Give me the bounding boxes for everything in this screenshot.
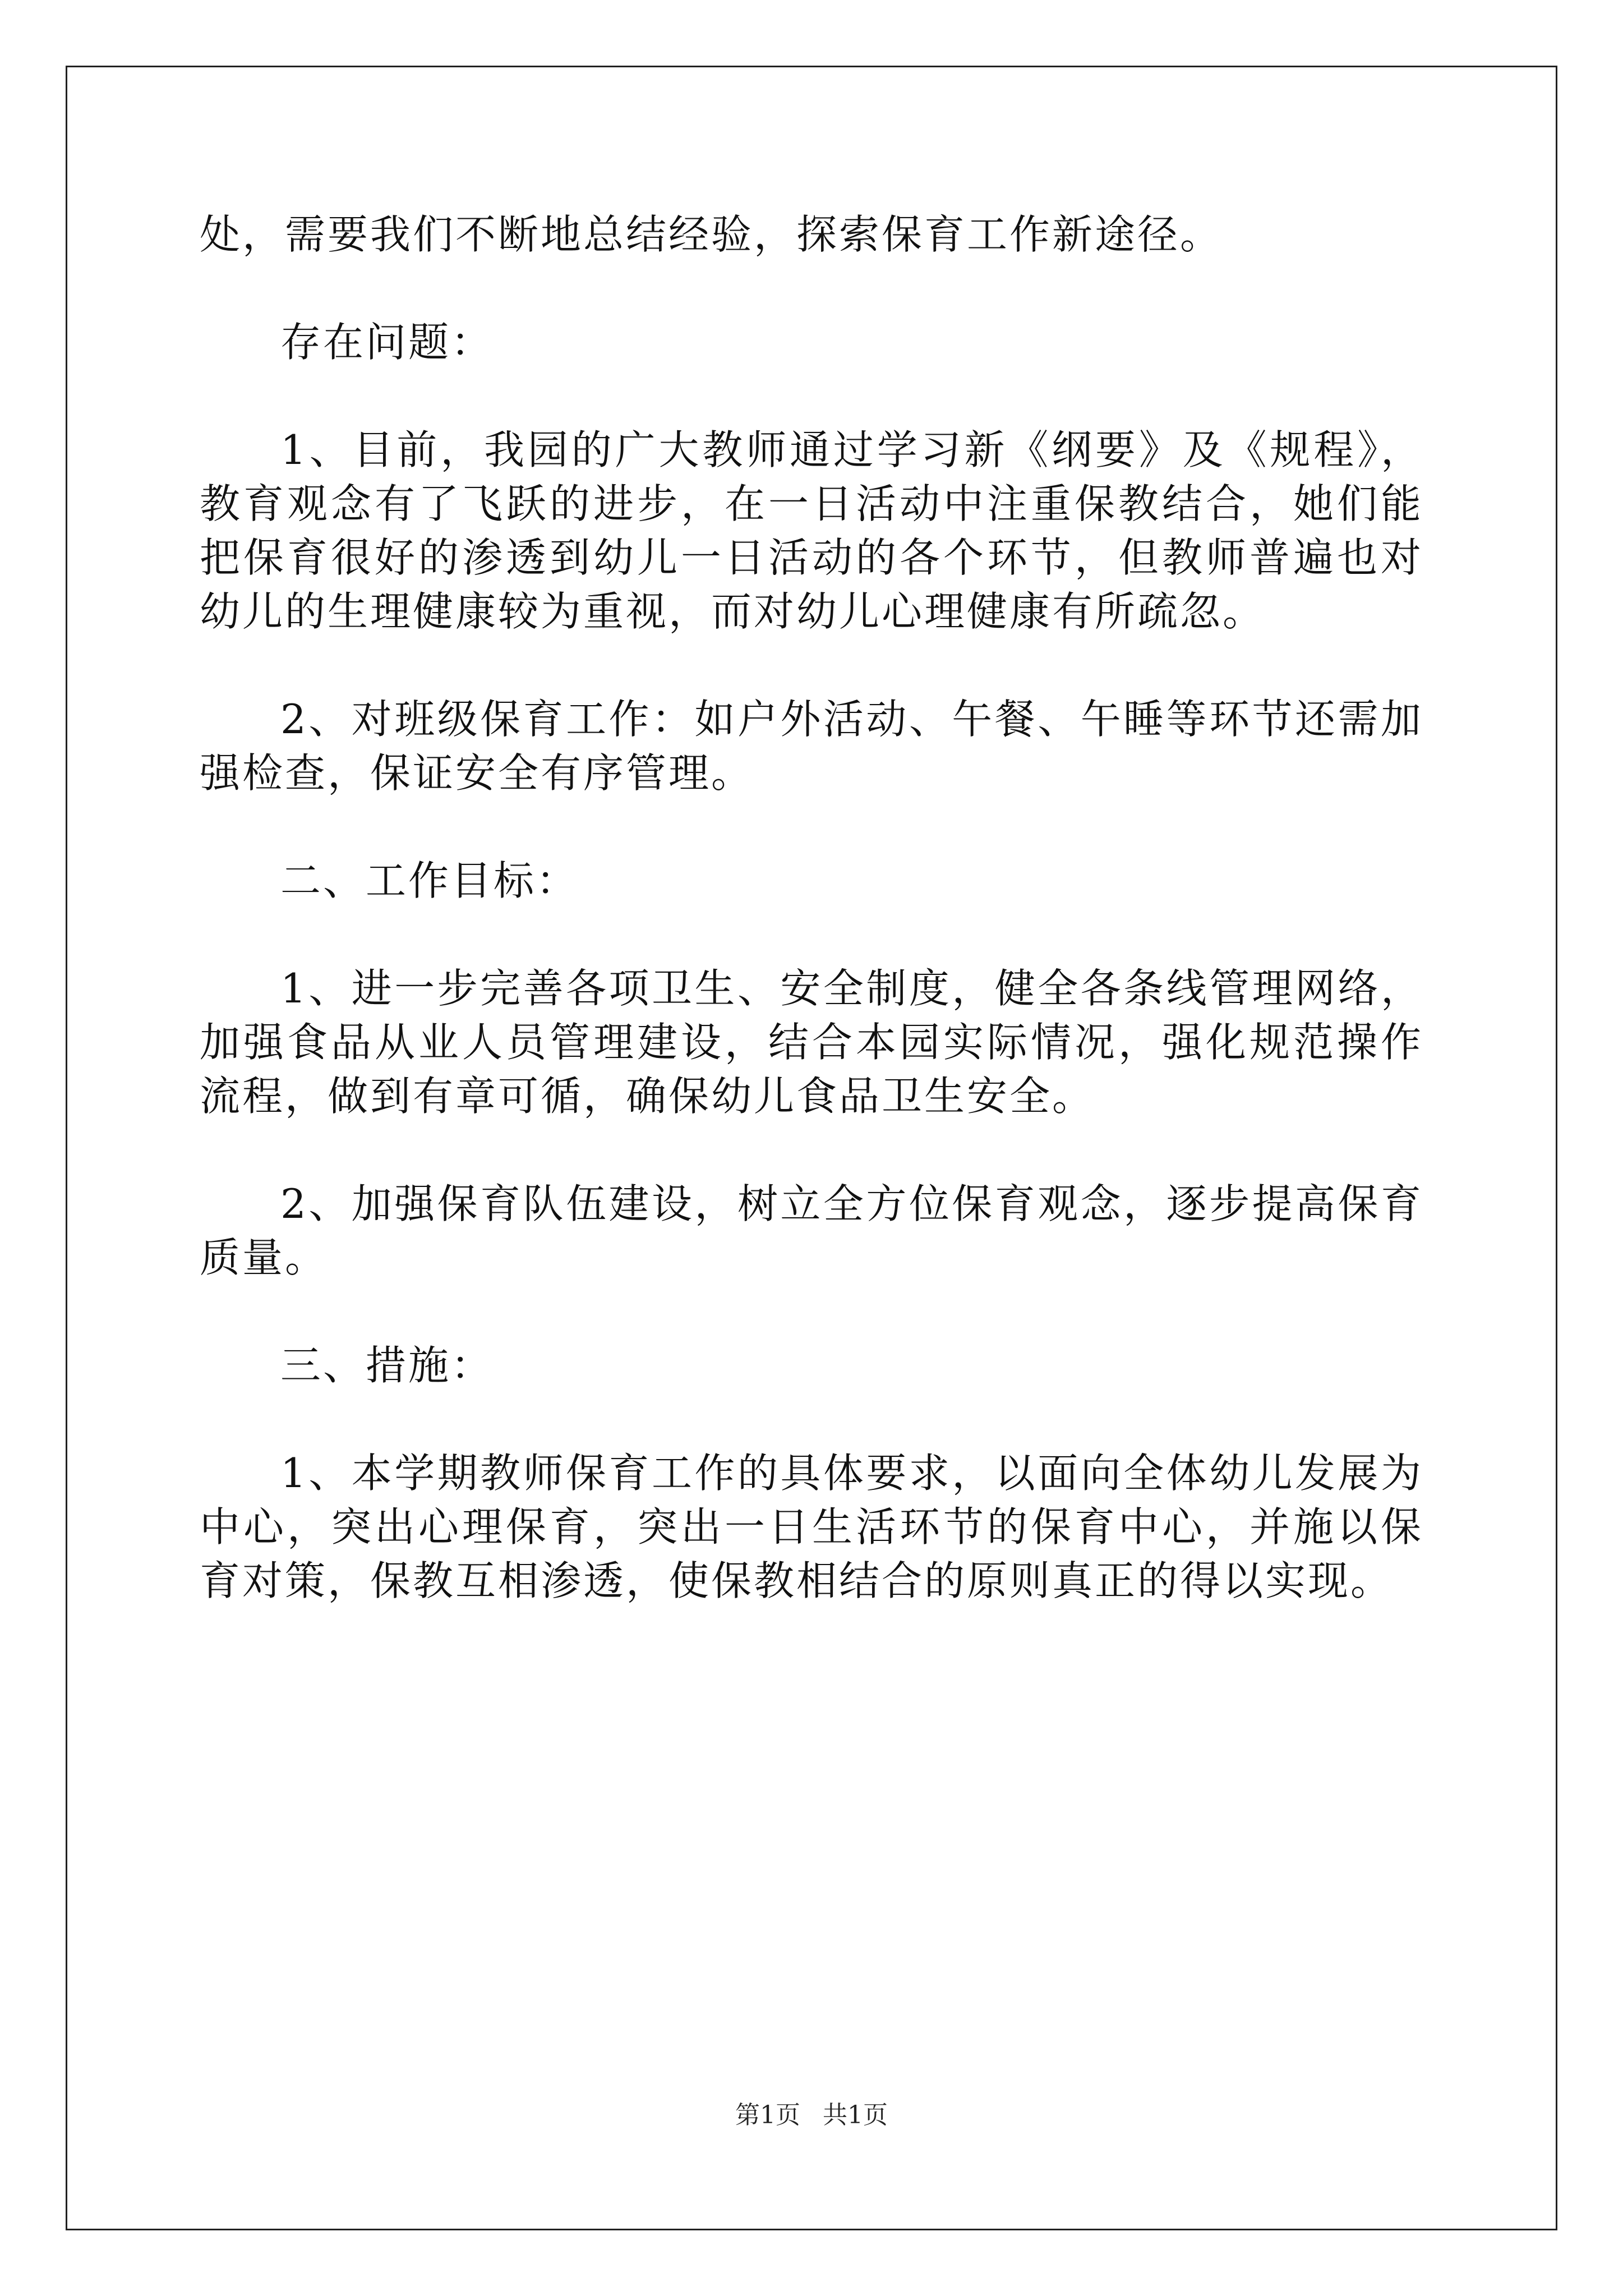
page-footer <box>0 2101 1623 2130</box>
section-heading: 三、措施： <box>280 1342 494 1389</box>
document-body <box>200 208 1423 1662</box>
page-number: 第1页 <box>735 2101 800 2129</box>
paragraph: 1、进一步完善各项卫生、安全制度，健全各条线管理网络，加强食品从业人员管理建设，结合本园实际情况，强化规范操作流程，做到有章可循，确保幼儿食品卫生安全。 <box>200 965 1423 1120</box>
paragraph: 1、本学期教师保育工作的具体要求，以面向全体幼儿发展为中心，突出心理保育，突出一日生活环节的保育中心，并施以保育对策，保教互相渗透，使保教相结合的原则真正的得以实现。 <box>200 1450 1423 1604</box>
section-heading: 存在问题： <box>280 319 494 366</box>
paragraph: 1、目前，我园的广大教师通过学习新《纲要》及《规程》，教育观念有了飞跃的进步，在一日活动中注重保教结合，她们能把保育很好的渗透到幼儿一日活动的各个环节，但教师普遍也对幼儿的生理健康较为重视，而对幼儿心理健康有所疏忽。 <box>200 426 1423 635</box>
paragraph: 处，需要我们不断地总结经验，探索保育工作新途径。 <box>200 211 1223 258</box>
paragraph: 2、对班级保育工作：如户外活动、午餐、午睡等环节还需加强检查，保证安全有序管理。 <box>200 696 1423 797</box>
paragraph: 2、加强保育队伍建设，树立全方位保育观念，逐步提高保育质量。 <box>200 1180 1423 1281</box>
page-total: 共1页 <box>823 2101 888 2129</box>
section-heading: 二、工作目标： <box>280 857 579 904</box>
